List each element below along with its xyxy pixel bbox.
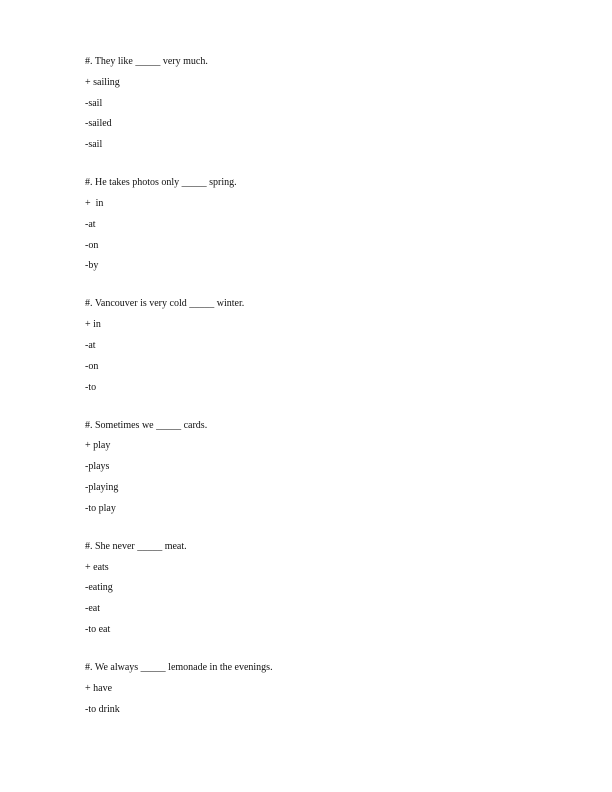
question-6 [85, 661, 545, 716]
answer-option: -playing [85, 481, 119, 493]
question-prompt: #. Sometimes we _____ cards. [85, 419, 208, 431]
answer-option: -to eat [85, 623, 111, 635]
answer-option-correct: + eats [85, 561, 109, 573]
answer-option-correct: + in [85, 197, 104, 209]
question-4 [85, 419, 545, 515]
answer-option: -by [85, 260, 99, 272]
question-5 [85, 540, 545, 636]
question-3 [85, 297, 545, 393]
question-prompt: #. She never _____ meat. [85, 540, 187, 552]
question-1 [85, 55, 545, 151]
answer-option-correct: + play [85, 440, 111, 452]
answer-option-correct: + have [85, 682, 113, 694]
answer-option: -at [85, 339, 96, 351]
answer-option: -to play [85, 502, 116, 514]
answer-option: -plays [85, 461, 110, 473]
answer-option: -eating [85, 582, 113, 594]
answer-option: -on [85, 360, 99, 372]
question-prompt: #. He takes photos only _____ spring. [85, 177, 237, 189]
question-prompt: #. We always _____ lemonade in the evenings. [85, 661, 273, 673]
answer-option: -to [85, 381, 97, 393]
answer-option-correct: + sailing [85, 76, 120, 88]
answer-option: -sailed [85, 118, 112, 130]
question-list [85, 55, 545, 741]
question-2 [85, 176, 545, 272]
answer-option-correct: + in [85, 319, 101, 331]
answer-option: -eat [85, 603, 100, 615]
answer-option: -at [85, 218, 96, 230]
question-prompt: #. They like _____ very much. [85, 56, 208, 67]
question-prompt: #. Vancouver is very cold _____ winter. [85, 298, 245, 310]
answer-option: -sail [85, 139, 103, 151]
answer-option: -to drink [85, 703, 120, 715]
answer-option: -sail [85, 97, 103, 109]
answer-option: -on [85, 239, 99, 251]
